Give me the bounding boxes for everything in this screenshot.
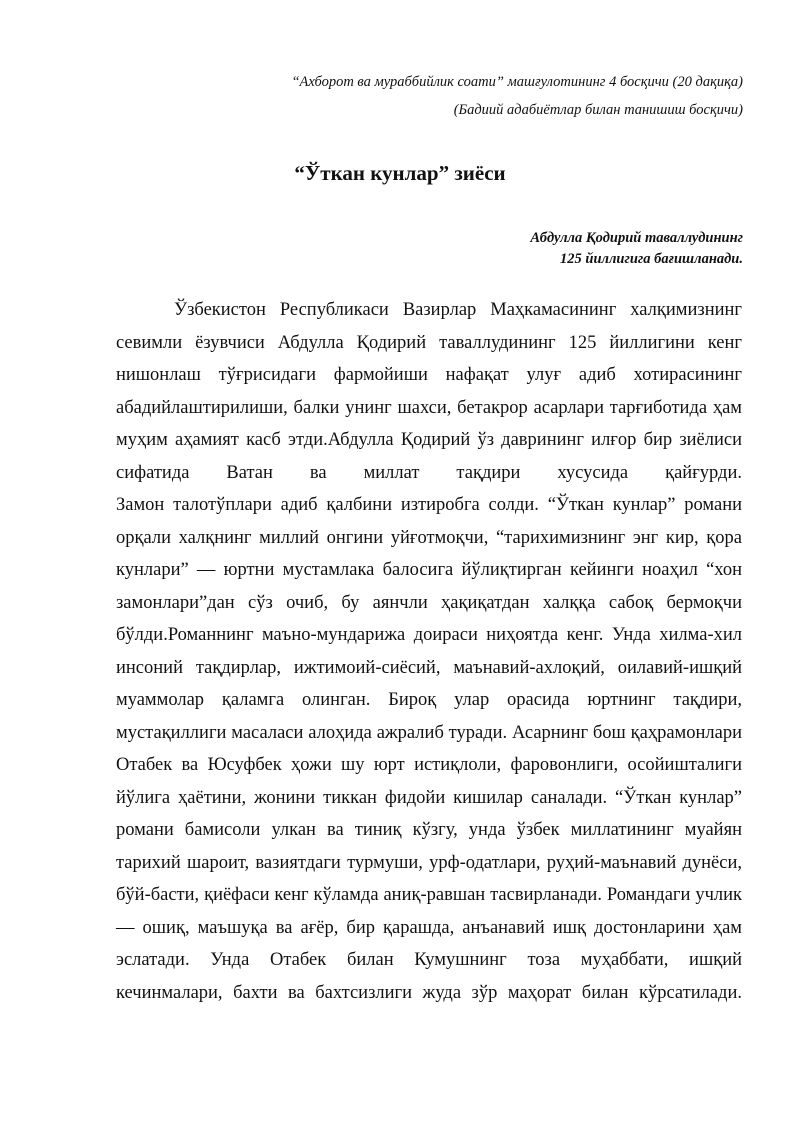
paragraph-line: муҳим аҳамият касб этди.Абдулла Қодирий ўз даврининг илғор бир зиёлиси xyxy=(116,430,742,450)
paragraph-line: романи бамисоли улкан ва тиниқ кўзгу, унда ўзбек миллатининг муайян xyxy=(116,820,742,840)
dedication-line: Абдулла Қодирий таваллудининг xyxy=(530,230,743,246)
page-title: “Ўткан кунлар” зиёси xyxy=(294,161,506,185)
paragraph-line: — ошиқ, маъшуқа ва ағёр, бир қарашда, анъанавий ишқ достонларини ҳам xyxy=(116,917,742,938)
paragraph-line: инсоний тақдирлар, ижтимоий-сиёсий, маънавий-ахлоқий, оилавий-ишқий xyxy=(116,657,742,678)
paragraph-line: бўй-басти, қиёфаси кенг кўламда аниқ-равшан тасвирланади. Романдаги учлик xyxy=(116,885,742,905)
dedication-line: 125 йиллигига бағишланади. xyxy=(560,251,743,267)
header-stage-note: (Бадиий адабиётлар билан танишиш босқичи) xyxy=(453,102,743,118)
paragraph-line: йўлига ҳаётини, жонини тиккан фидойи кишилар саналади. “Ўткан кунлар” xyxy=(116,787,742,808)
paragraph-line: тарихий шароит, вазиятдаги турмуши, урф-одатлари, руҳий-маънавий дунёси, xyxy=(116,852,742,873)
paragraph-line: орқали халқнинг миллий онгини уйғотмоқчи, “тарихимизнинг энг кир, қора xyxy=(116,527,742,548)
paragraph-line: эслатади. Унда Отабек билан Кумушнинг тоза муҳаббати, ишқий xyxy=(116,950,742,970)
paragraph-line: муаммолар қаламга олинган. Бироқ улар орасида юртнинг тақдири, xyxy=(116,690,742,710)
paragraph-line: Ўзбекистон Республикаси Вазирлар Маҳкамасининг халқимизнинг xyxy=(174,300,742,320)
paragraph-line: кечинмалари, бахти ва бахтсизлиги жуда зўр маҳорат билан кўрсатилади. xyxy=(116,982,742,1003)
paragraph-line: севимли ёзувчиси Абдулла Қодирий таваллудининг 125 йиллигини кенг xyxy=(116,332,742,353)
paragraph-line: Отабек ва Юсуфбек ҳожи шу юрт истиқлоли, фаровонлиги, осойишталиги xyxy=(116,755,742,775)
paragraph-line: Замон талотўплари адиб қалбини изтиробга солди. “Ўткан кунлар” романи xyxy=(116,495,742,515)
paragraph-line: кунлари” — юртни мустамлака балосига йўлиқтирган кейинги ноаҳил “хон xyxy=(116,560,742,580)
paragraph-line: мустақиллиги масаласи алоҳида ажралиб туради. Асарнинг бош қаҳрамонлари xyxy=(116,722,742,743)
paragraph-line: абадийлаштирилиши, балки унинг шахси, бетакрор асарлари тарғиботида ҳам xyxy=(116,397,742,418)
paragraph-line: замонлари”дан сўз очиб, бу аянчли ҳақиқатдан халққа сабоқ бермоқчи xyxy=(116,592,742,613)
paragraph-line: нишонлаш тўғрисидаги фармойиши нафақат улуғ адиб хотирасининг xyxy=(116,365,742,385)
header-session-note: “Ахборот ва мураббийлик соати” машғулотининг 4 босқичи (20 дақиқа) xyxy=(291,74,743,90)
paragraph-line: сифатида Ватан ва миллат тақдири хусусида қайғурди. xyxy=(116,462,742,483)
paragraph-line: бўлди.Романнинг маъно-мундарижа доираси ниҳоятда кенг. Унда хилма-хил xyxy=(116,625,742,645)
body-paragraph xyxy=(116,294,742,1009)
